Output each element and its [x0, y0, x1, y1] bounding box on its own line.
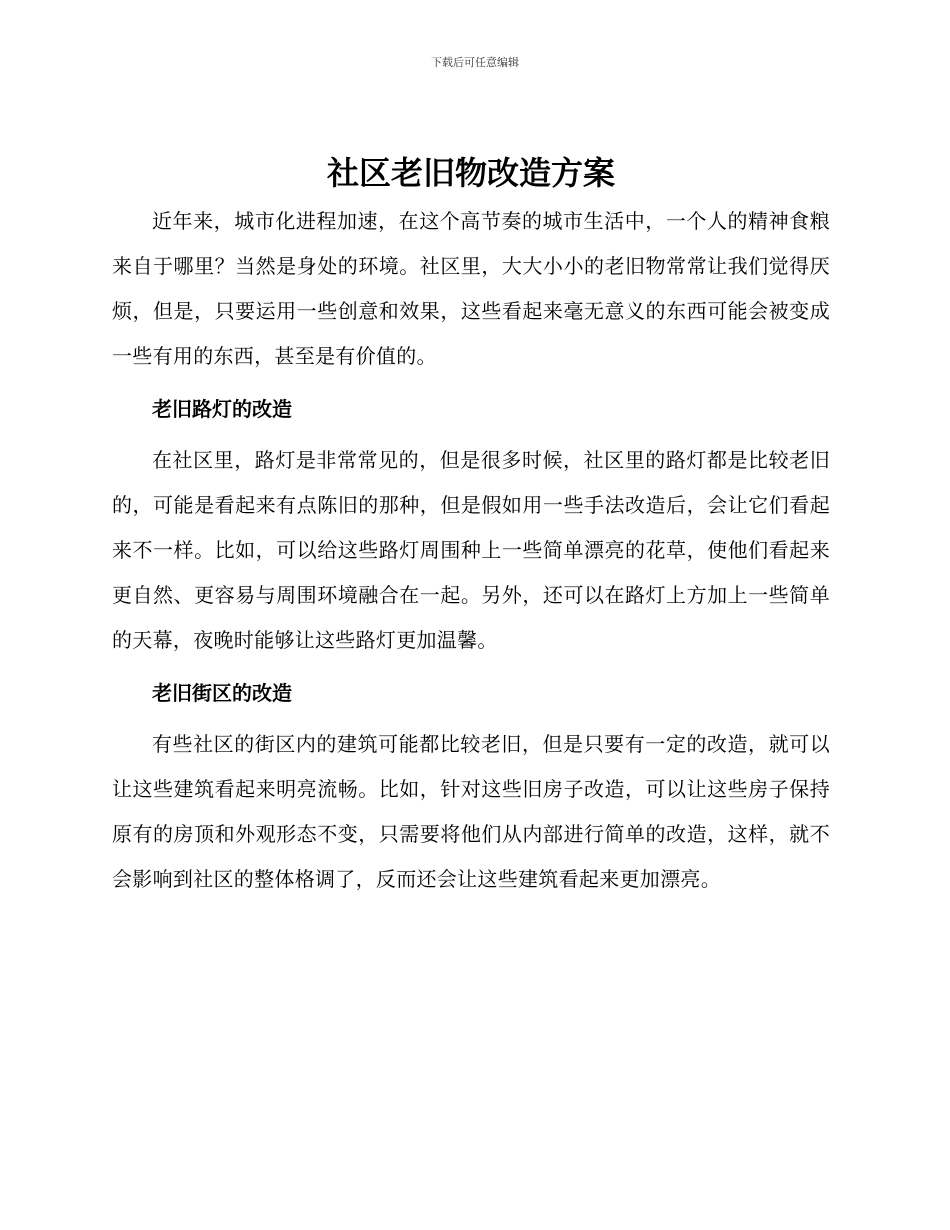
section-heading-streetlights: 老旧路灯的改造 — [152, 397, 292, 421]
document-body — [112, 150, 830, 902]
section-body-blocks: 有些社区的街区内的建筑可能都比较老旧，但是只要有一定的改造，就可以让这些建筑看起来明亮流畅。比如，针对这些旧房子改造，可以让这些房子保持原有的房顶和外观形态不变，只需要将他们从内部进行简单的改造，这样，就不会影响到社区的整体格调了，反而还会让这些建筑看起来更加漂亮。 — [112, 732, 830, 891]
section-body-streetlights: 在社区里，路灯是非常常见的，但是很多时候，社区里的路灯都是比较老旧的，可能是看起来有点陈旧的那种，但是假如用一些手法改造后，会让它们看起来不一样。比如，可以给这些路灯周围种上一些简单漂亮的花草，使他们看起来更自然、更容易与周围环境融合在一起。另外，还可以在路灯上方加上一些简单的天幕，夜晚时能够让这些路灯更加温馨。 — [112, 448, 830, 652]
page-title: 社区老旧物改造方案 — [326, 154, 615, 192]
header-note: 下载后可任意编辑 — [431, 56, 519, 69]
section-heading-blocks: 老旧街区的改造 — [152, 681, 292, 705]
intro-paragraph: 近年来，城市化进程加速，在这个高节奏的城市生活中，一个人的精神食粮来自于哪里？当然是身处的环境。社区里，大大小小的老旧物常常让我们觉得厌烦，但是，只要运用一些创意和效果，这些看起来毫无意义的东西可能会被变成一些有用的东西，甚至是有价值的。 — [112, 209, 830, 368]
